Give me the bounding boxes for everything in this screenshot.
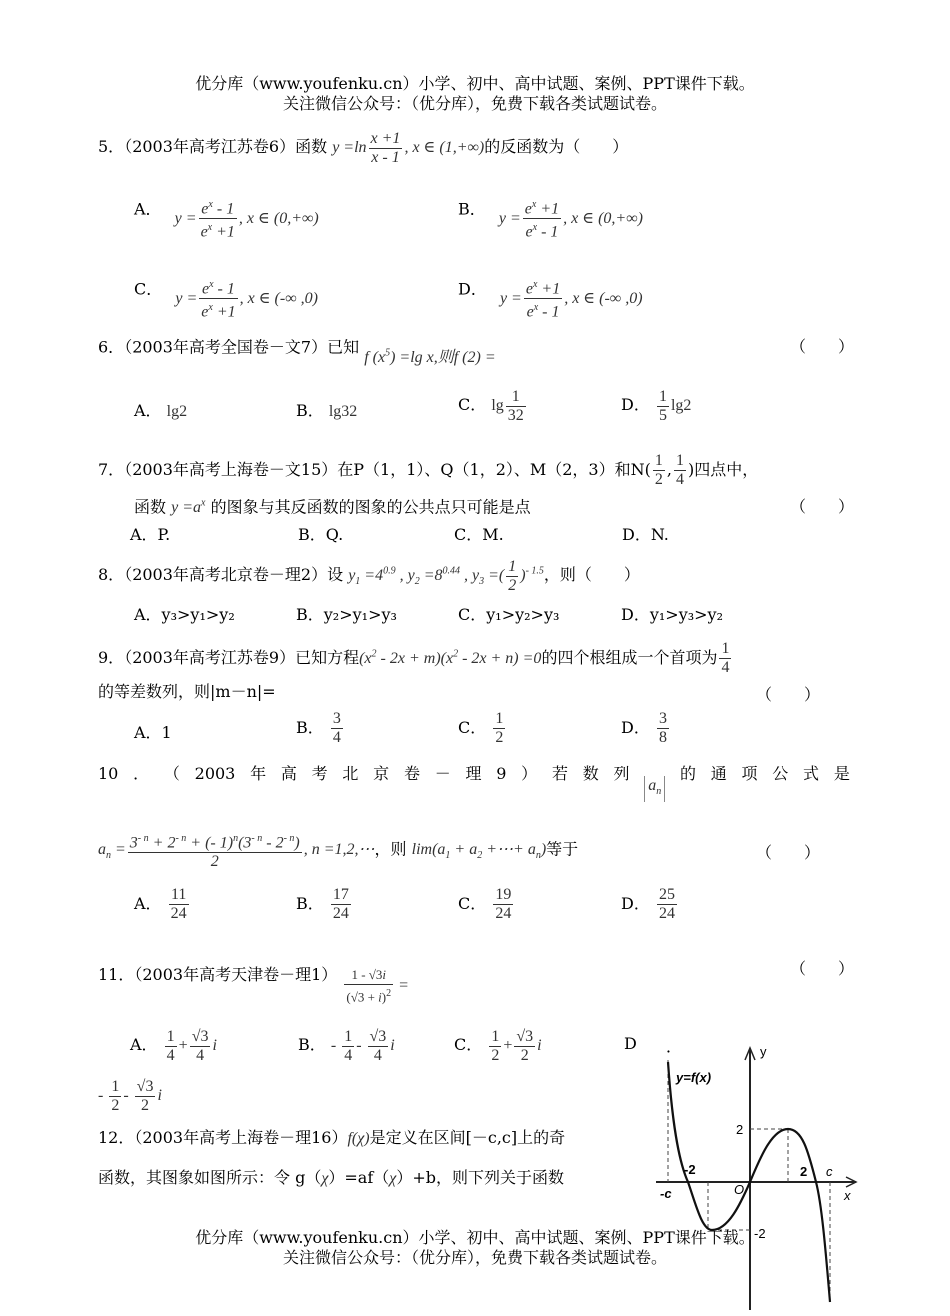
- q5-function-formula: y =ln $\frac{x +1}{x - 1}$ , x ∈ (1,+∞): [332, 130, 485, 166]
- q6-option-d: D． $\frac{1}{5}$ lg2: [621, 388, 692, 424]
- label-x: x: [844, 1188, 851, 1203]
- q6-answer-paren: （ ）: [790, 337, 855, 356]
- label-y: y: [760, 1044, 767, 1059]
- question-12: 12．（2003年高考上海卷－理16）f(χ)是定义在区间[－c,c]上的奇: [98, 1128, 566, 1147]
- q10-option-a: A． $\frac{11}{24}$: [134, 886, 187, 922]
- question-11: 11．（2003年高考天津卷－理1） $\frac{1 - √3i}{(√3 + i)^2}$ =: [98, 964, 409, 1005]
- q11-answer-paren: （ ）: [790, 959, 855, 978]
- q8-option-a: A．y₃>y₁>y₂: [134, 605, 235, 624]
- q9-option-d: D． $\frac{3}{8}$: [621, 710, 667, 746]
- question-8: 8．（2003年高考北京卷－理2）设 $y_1 =4^{0.9}$ , $y_2 =8^{0.44}$ , $y_3$ =( $\frac{1}{2}$ )$^{- 1.5}$，则（ ）: [98, 558, 640, 594]
- q9-option-b: B． $\frac{3}{4}$: [296, 710, 341, 746]
- tick-y-2: 2: [736, 1122, 744, 1137]
- q9-option-a: A．1: [134, 723, 172, 742]
- q9-option-c: C． $\frac{1}{2}$: [458, 710, 504, 746]
- question-12-line-2: 函数，其图象如图所示：令 g（χ）=af（χ）+b，则下列关于函数: [98, 1168, 564, 1187]
- label-function: y=f(x): [676, 1070, 712, 1085]
- q5-number: 5．: [98, 137, 125, 157]
- q5-source: （2003年高考江苏卷6）函数: [124, 137, 328, 157]
- function-graph: [650, 1040, 860, 1310]
- q7-option-c: C．M.: [454, 525, 504, 544]
- question-7: 7．（2003年高考上海卷－文15）在P（1，1）、Q（1，2）、M（2，3）和N( $\frac{1}{2}$ , $\frac{1}{4}$ )四点中，: [98, 452, 759, 488]
- q5-option-d: D． y = $\frac{e^x +1}{e^x - 1}$ , x ∈ (-∞ ,0): [458, 268, 635, 314]
- label-origin: O: [734, 1182, 745, 1197]
- question-5: [98, 130, 628, 167]
- q11-option-a: A． $\frac{1}{4}$ + $\frac{√3}{4}$ i: [130, 1028, 217, 1064]
- header-line-2: 关注微信公众号：（优分库），免费下载各类试题试卷。: [282, 94, 667, 113]
- q5-tail: 的反函数为（ ）: [484, 137, 629, 157]
- q5-option-c: C． y = $\frac{e^x - 1}{e^x +1}$ , x ∈ (-∞ ,0): [134, 268, 310, 314]
- q7-option-b: B．Q.: [298, 525, 344, 544]
- q6-option-b: B． lg32: [296, 401, 358, 420]
- question-10-formula: $a_n$ = $\frac{3^{- n} + 2^{- n} + (- 1)^n(3^{- n} - 2^{- n})}{2}$ , n =1,2,⋯，则 $\lim(a_1 + a_2$ +⋯+ $a_n$)等于: [98, 830, 578, 871]
- q11-option-d-value: - $\frac{1}{2}$ - $\frac{√3}{2}$ i: [98, 1078, 162, 1114]
- q5-option-b: B． y = $\frac{e^x +1}{e^x - 1}$ , x ∈ (0,+∞): [458, 188, 635, 234]
- q8-option-c: C．y₁>y₂>y₃: [458, 605, 560, 624]
- q6-option-c: C． lg $\frac{1}{32}$: [458, 388, 524, 424]
- q8-option-b: B．y₂>y₁>y₃: [296, 605, 397, 624]
- q10-option-b: B． $\frac{17}{24}$: [296, 886, 349, 922]
- question-10: 10 ． （ 2003 年 高 考 北 京 卷 － 理 9 ） 若 数 列 $a_n$ 的 通 项 公 式 是: [98, 764, 850, 790]
- q8-option-d: D．y₁>y₃>y₂: [621, 605, 724, 624]
- q11-option-c: C． $\frac{1}{2}$ + $\frac{√3}{2}$ i: [454, 1028, 542, 1064]
- footer-line-2: 关注微信公众号：（优分库），免费下载各类试题试卷。: [282, 1248, 667, 1267]
- footer-line-1: 优分库（www.youfenku.cn）小学、初中、高中试题、案例、PPT课件下载。: [195, 1228, 755, 1247]
- q7-answer-paren: （ ）: [790, 497, 855, 516]
- q11-option-d-letter: D: [624, 1034, 637, 1053]
- q10-answer-paren: （ ）: [756, 843, 821, 862]
- question-9-line-2: 的等差数列，则|m－n|=: [98, 682, 276, 701]
- q7-option-d: D．N.: [622, 525, 669, 544]
- q6-option-a: A． lg2: [134, 401, 188, 420]
- q5-option-a: A． y = $\frac{e^x - 1}{e^x +1}$ , x ∈ (0,+∞): [134, 188, 311, 234]
- q11-option-d-dot: ．: [666, 1037, 683, 1056]
- q10-option-d: D． $\frac{25}{24}$: [621, 886, 675, 922]
- tick-c: c: [826, 1164, 833, 1179]
- tick-neg-c: -c: [660, 1186, 672, 1201]
- header-line-1: 优分库（www.youfenku.cn）小学、初中、高中试题、案例、PPT课件下载。: [195, 74, 755, 93]
- q11-option-b: B． - $\frac{1}{4}$ - $\frac{√3}{4}$ i: [298, 1028, 395, 1064]
- question-9: 9．（2003年高考江苏卷9）已知方程$(x^2 - 2x + m)(x^2 - 2x + n) =0$的四个根组成一个首项为 $\frac{1}{4}$: [98, 640, 730, 676]
- q9-answer-paren: （ ）: [756, 685, 821, 704]
- question-6: 6．（2003年高考全国卷－文7）已知 f $(x^5) =\lg$ x,则f (2) =: [98, 337, 496, 367]
- question-7-line-2: 函数 $y =a^x$ 的图象与其反函数的图象的公共点只可能是点: [134, 497, 531, 517]
- tick-x-neg2: -2: [684, 1162, 696, 1177]
- tick-x-2: 2: [800, 1164, 808, 1179]
- q10-option-c: C． $\frac{19}{24}$: [458, 886, 512, 922]
- tick-y-neg2: -2: [754, 1226, 766, 1241]
- q7-option-a: A．P.: [130, 525, 171, 544]
